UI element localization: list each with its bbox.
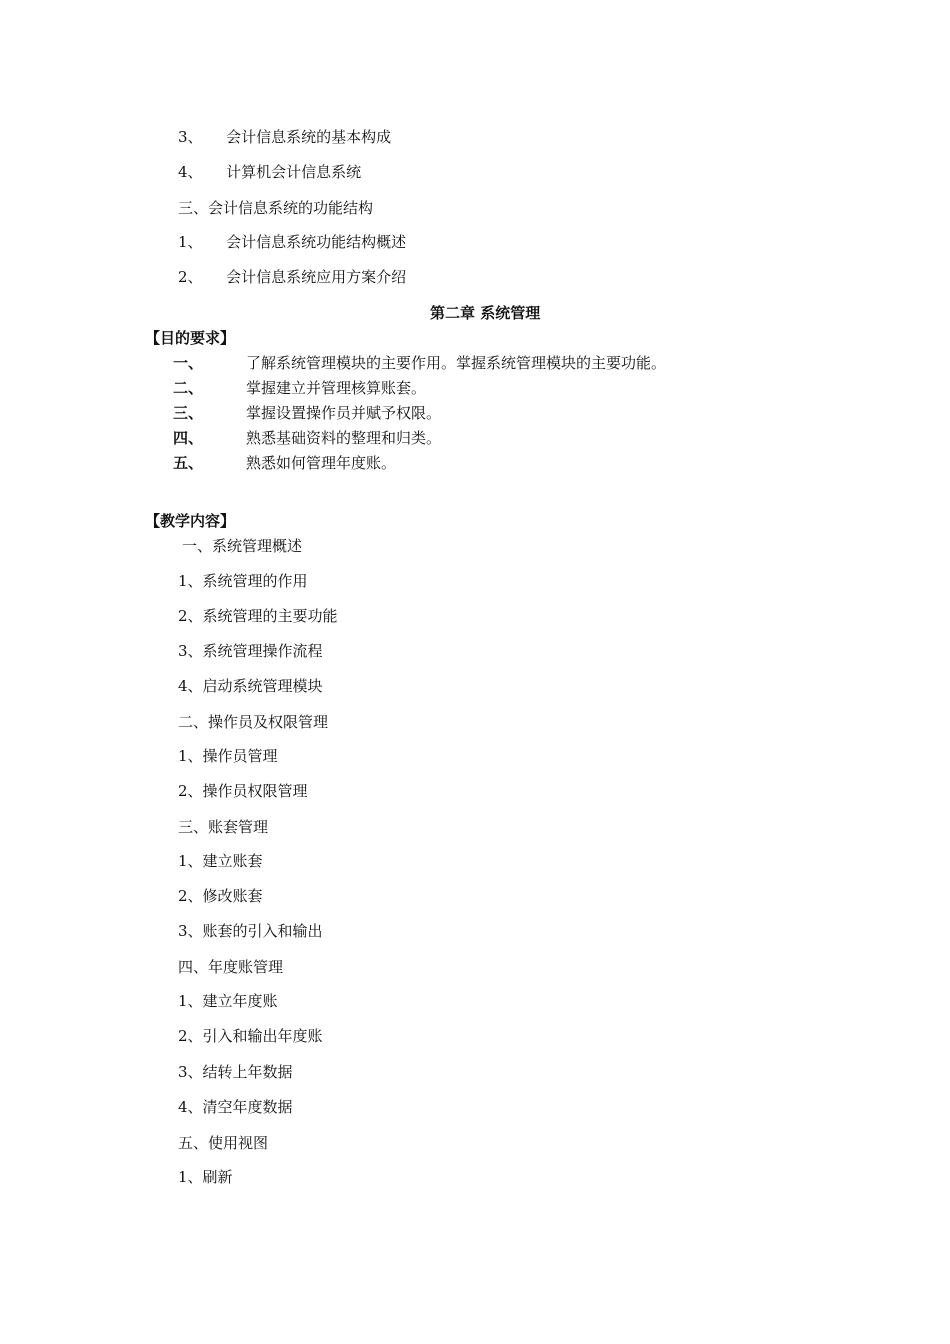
content-item: 1、系统管理的作用 [178, 572, 308, 590]
content-section-2: 二、操作员及权限管理 [178, 713, 329, 731]
objective-text: 熟悉如何管理年度账。 [246, 454, 397, 472]
objective-num: 一、 [173, 354, 204, 372]
objective-text: 了解系统管理模块的主要作用。掌握系统管理模块的主要功能。 [246, 354, 667, 372]
content-item: 3、结转上年数据 [178, 1063, 293, 1081]
objective-num: 五、 [173, 454, 204, 472]
content-section-3: 三、账套管理 [178, 818, 269, 836]
content-item: 3、系统管理操作流程 [178, 642, 323, 660]
objective-text: 掌握建立并管理核算账套。 [246, 379, 427, 397]
content-item: 1、刷新 [178, 1168, 233, 1186]
objectives-heading: 【目的要求】 [145, 329, 236, 347]
objective-num: 四、 [173, 429, 204, 447]
intro-item-text: 会计信息系统的基本构成 [226, 128, 392, 146]
content-heading: 【教学内容】 [145, 512, 236, 530]
intro-item-text: 会计信息系统功能结构概述 [226, 233, 407, 251]
intro-item-3 [178, 127, 391, 147]
objective-num: 二、 [173, 379, 204, 397]
content-item: 1、操作员管理 [178, 747, 278, 765]
intro-item-num: 4、 [178, 163, 203, 181]
objective-num: 三、 [173, 404, 204, 422]
content-section-5: 五、使用视图 [178, 1134, 269, 1152]
content-item: 3、账套的引入和输出 [178, 922, 323, 940]
content-item: 2、操作员权限管理 [178, 782, 308, 800]
content-item: 4、清空年度数据 [178, 1098, 293, 1116]
content-item: 2、修改账套 [178, 887, 263, 905]
intro-item-num: 2、 [178, 268, 203, 286]
intro-item-text: 计算机会计信息系统 [226, 163, 362, 181]
content-item: 2、引入和输出年度账 [178, 1027, 323, 1045]
intro-item-text: 会计信息系统应用方案介绍 [226, 268, 407, 286]
chapter-title: 第二章 系统管理 [430, 304, 541, 322]
intro-item-2 [178, 267, 406, 287]
intro-item-1 [178, 232, 406, 252]
intro-item-num: 3、 [178, 128, 203, 146]
content-item: 1、建立年度账 [178, 992, 278, 1010]
content-item: 4、启动系统管理模块 [178, 677, 323, 695]
objective-text: 熟悉基础资料的整理和归类。 [246, 429, 442, 447]
content-item: 2、系统管理的主要功能 [178, 607, 338, 625]
intro-item-4 [178, 162, 361, 182]
intro-section-three: 三、会计信息系统的功能结构 [178, 199, 374, 217]
intro-item-num: 1、 [178, 233, 203, 251]
content-section-4: 四、年度账管理 [178, 958, 284, 976]
content-item: 1、建立账套 [178, 852, 263, 870]
objective-text: 掌握设置操作员并赋予权限。 [246, 404, 442, 422]
content-section-1: 一、系统管理概述 [182, 537, 303, 555]
